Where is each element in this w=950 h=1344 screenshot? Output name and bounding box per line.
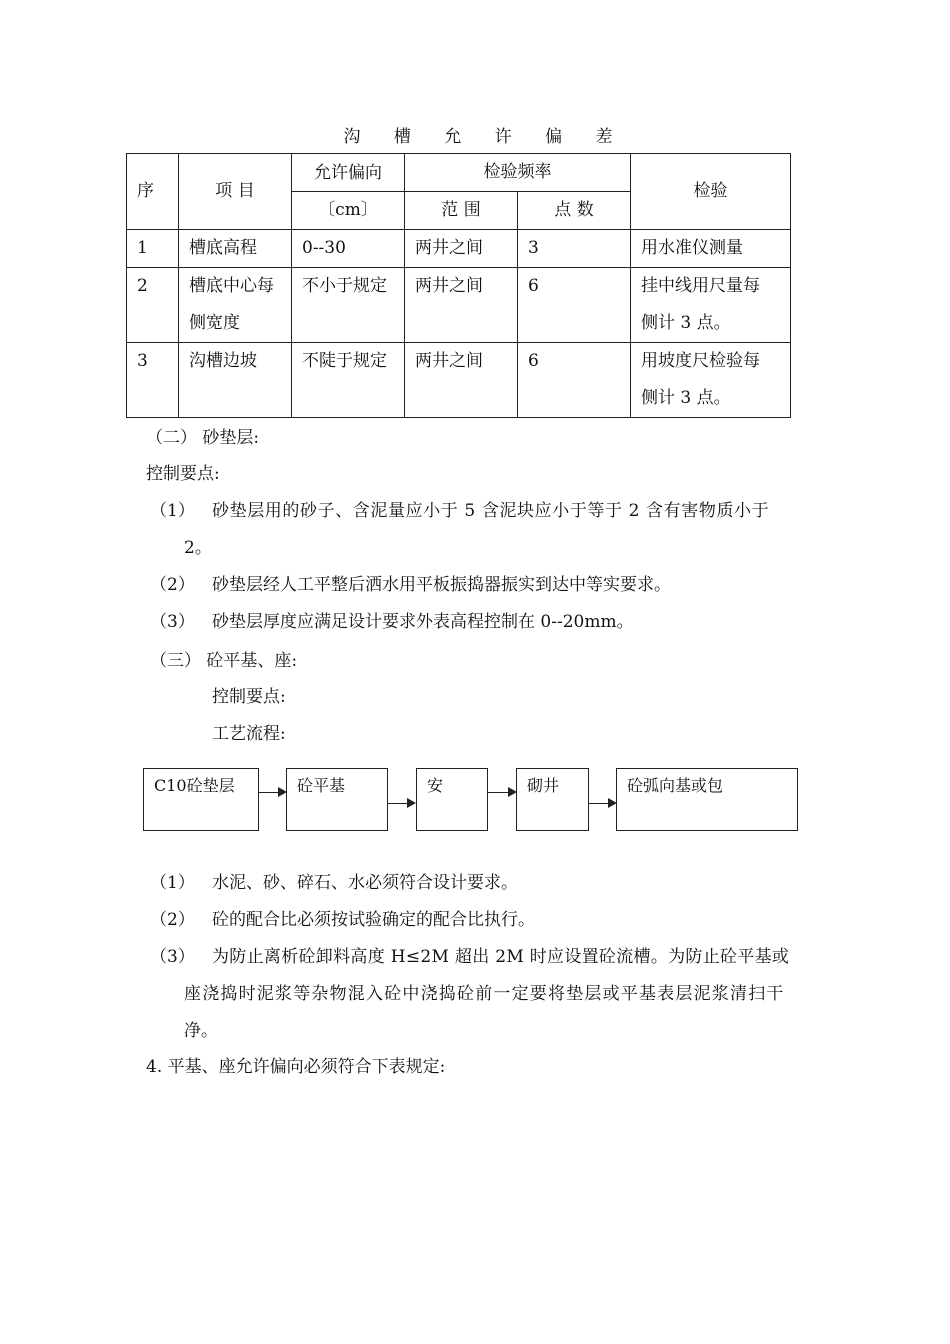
cell-points: 6 bbox=[518, 268, 631, 343]
section2-item-1-text: 砂垫层用的砂子、含泥量应小于 5 含泥块应小于等于 2 含有害物质小于 bbox=[212, 501, 770, 521]
section3-item-3-text: 为防止离析砼卸料高度 H≤2M 超出 2M 时应设置砼流槽。为防止砼平基或 bbox=[212, 947, 790, 967]
cell-item: 槽底高程 bbox=[179, 230, 292, 268]
flow-arrow bbox=[259, 792, 285, 793]
cell-points: 6 bbox=[518, 343, 631, 418]
section3-item-3-cont2: 净。 bbox=[184, 1021, 218, 1041]
flow-step-install: 安 bbox=[416, 768, 488, 831]
table-title: 沟 槽 允 许 偏 差 bbox=[343, 127, 627, 147]
cell-seq: 3 bbox=[127, 343, 179, 418]
flow-step-cushion: C10砼垫层 bbox=[143, 768, 259, 831]
cell-method: 用坡度尺检验每 侧计 3 点。 bbox=[631, 343, 791, 418]
cell-seq: 1 bbox=[127, 230, 179, 268]
section4-text: 4. 平基、座允许偏向必须符合下表规定: bbox=[146, 1057, 446, 1077]
cell-points: 3 bbox=[518, 230, 631, 268]
section2-item-2-text: 砂垫层经人工平整后洒水用平板振捣器振实到达中等实要求。 bbox=[212, 575, 671, 595]
section2-item-1-num: （1） bbox=[150, 501, 195, 521]
flow-arrow bbox=[388, 803, 414, 804]
section2-item-3-num: （3） bbox=[150, 612, 195, 632]
flow-step-flat-base: 砼平基 bbox=[286, 768, 388, 831]
cell-range: 两井之间 bbox=[405, 343, 518, 418]
cell-seq: 2 bbox=[127, 268, 179, 343]
flow-step-well: 砌井 bbox=[516, 768, 589, 831]
cell-tolerance: 不小于规定 bbox=[292, 268, 405, 343]
flow-arrow bbox=[488, 792, 515, 793]
section2-item-2-num: （2） bbox=[150, 575, 195, 595]
header-tolerance-unit: 〔cm〕 bbox=[292, 192, 405, 230]
cell-tolerance: 不陡于规定 bbox=[292, 343, 405, 418]
section2-control: 控制要点: bbox=[146, 464, 220, 484]
table-row bbox=[127, 268, 791, 343]
cell-method: 用水准仪测量 bbox=[631, 230, 791, 268]
section3-item-2-num: （2） bbox=[150, 910, 195, 930]
tolerance-table bbox=[126, 153, 791, 418]
flow-step-arc-base: 砼弧向基或包 bbox=[616, 768, 798, 831]
table-row bbox=[127, 343, 791, 418]
section3-heading: （三） 砼平基、座: bbox=[150, 651, 298, 671]
section3-control: 控制要点: bbox=[212, 687, 286, 707]
cell-range: 两井之间 bbox=[405, 268, 518, 343]
table-row bbox=[127, 230, 791, 268]
flow-arrow bbox=[589, 803, 615, 804]
section3-item-3-num: （3） bbox=[150, 947, 195, 967]
header-frequency: 检验频率 bbox=[405, 154, 631, 192]
header-method: 检验 bbox=[631, 154, 791, 230]
header-tolerance-line1: 允许偏向 bbox=[314, 162, 382, 183]
cell-method: 挂中线用尺量每 侧计 3 点。 bbox=[631, 268, 791, 343]
cell-range: 两井之间 bbox=[405, 230, 518, 268]
header-range: 范 围 bbox=[405, 192, 518, 230]
section2-heading: （二） 砂垫层: bbox=[146, 428, 260, 448]
section3-item-1-text: 水泥、砂、碎石、水必须符合设计要求。 bbox=[212, 873, 518, 893]
section3-item-2-text: 砼的配合比必须按试验确定的配合比执行。 bbox=[212, 910, 535, 930]
cell-item: 槽底中心每 侧宽度 bbox=[179, 268, 292, 343]
section3-item-1-num: （1） bbox=[150, 873, 195, 893]
header-seq: 序 bbox=[127, 154, 179, 230]
header-points: 点 数 bbox=[518, 192, 631, 230]
section2-item-3-text: 砂垫层厚度应满足设计要求外表高程控制在 0--20mm。 bbox=[212, 612, 634, 632]
section3-item-3-cont1: 座浇捣时泥浆等杂物混入砼中浇捣砼前一定要将垫层或平基表层泥浆清扫干 bbox=[184, 984, 785, 1004]
section2-item-1-cont: 2。 bbox=[184, 538, 212, 558]
cell-item: 沟槽边坡 bbox=[179, 343, 292, 418]
header-item: 项 目 bbox=[179, 154, 292, 230]
header-tolerance bbox=[292, 154, 405, 192]
cell-tolerance: 0--30 bbox=[292, 230, 405, 268]
section3-process: 工艺流程: bbox=[212, 724, 286, 744]
